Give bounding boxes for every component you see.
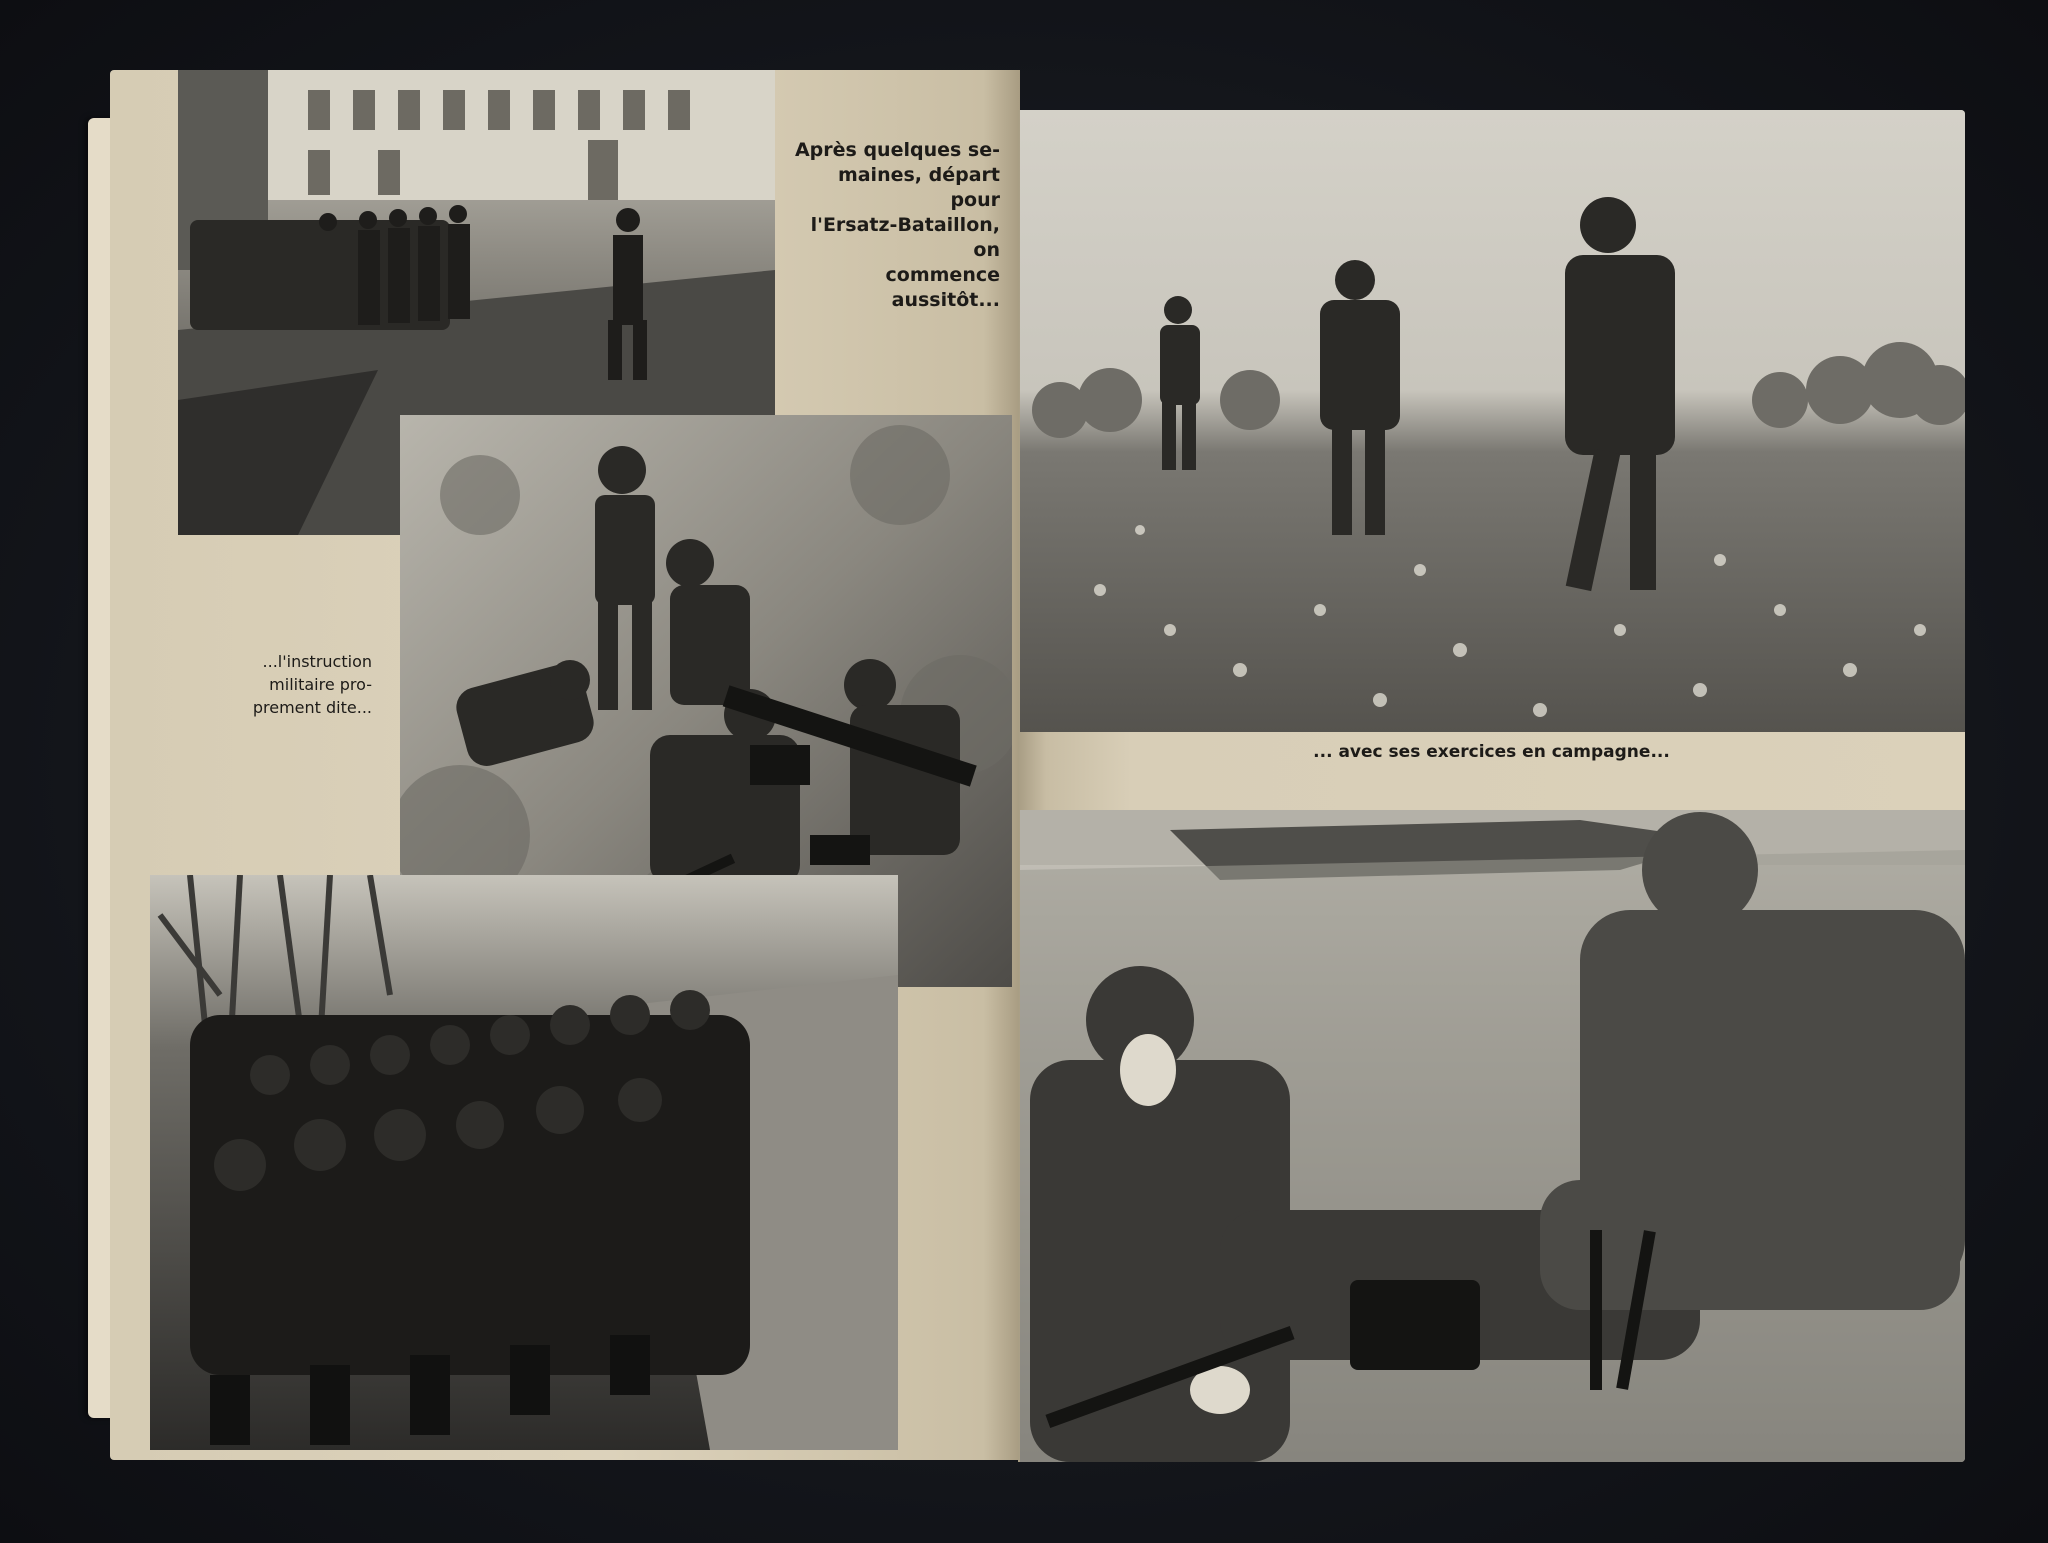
right-page xyxy=(1018,110,1965,1462)
caption-top xyxy=(790,138,1000,313)
caption-middle-line-1: ...l'instruction xyxy=(262,652,372,671)
photo-marching-column xyxy=(150,875,898,1450)
caption-top-line-1: Après quelques se- xyxy=(794,139,1000,161)
caption-middle xyxy=(150,650,372,719)
photo-field-exercise xyxy=(1020,810,1965,1462)
left-page xyxy=(110,70,1020,1460)
caption-field-exercises: ... avec ses exercices en campagne... xyxy=(1313,742,1670,762)
caption-top-line-4: commence aussitôt... xyxy=(885,264,1000,311)
caption-top-line-3: l'Ersatz-Bataillon, on xyxy=(810,214,1000,261)
caption-top-line-2: maines, départ pour xyxy=(837,164,1000,211)
photo-meadow-advance xyxy=(1020,110,1965,732)
caption-middle-line-2: militaire pro- xyxy=(269,675,372,694)
caption-middle-line-3: prement dite... xyxy=(252,698,372,717)
